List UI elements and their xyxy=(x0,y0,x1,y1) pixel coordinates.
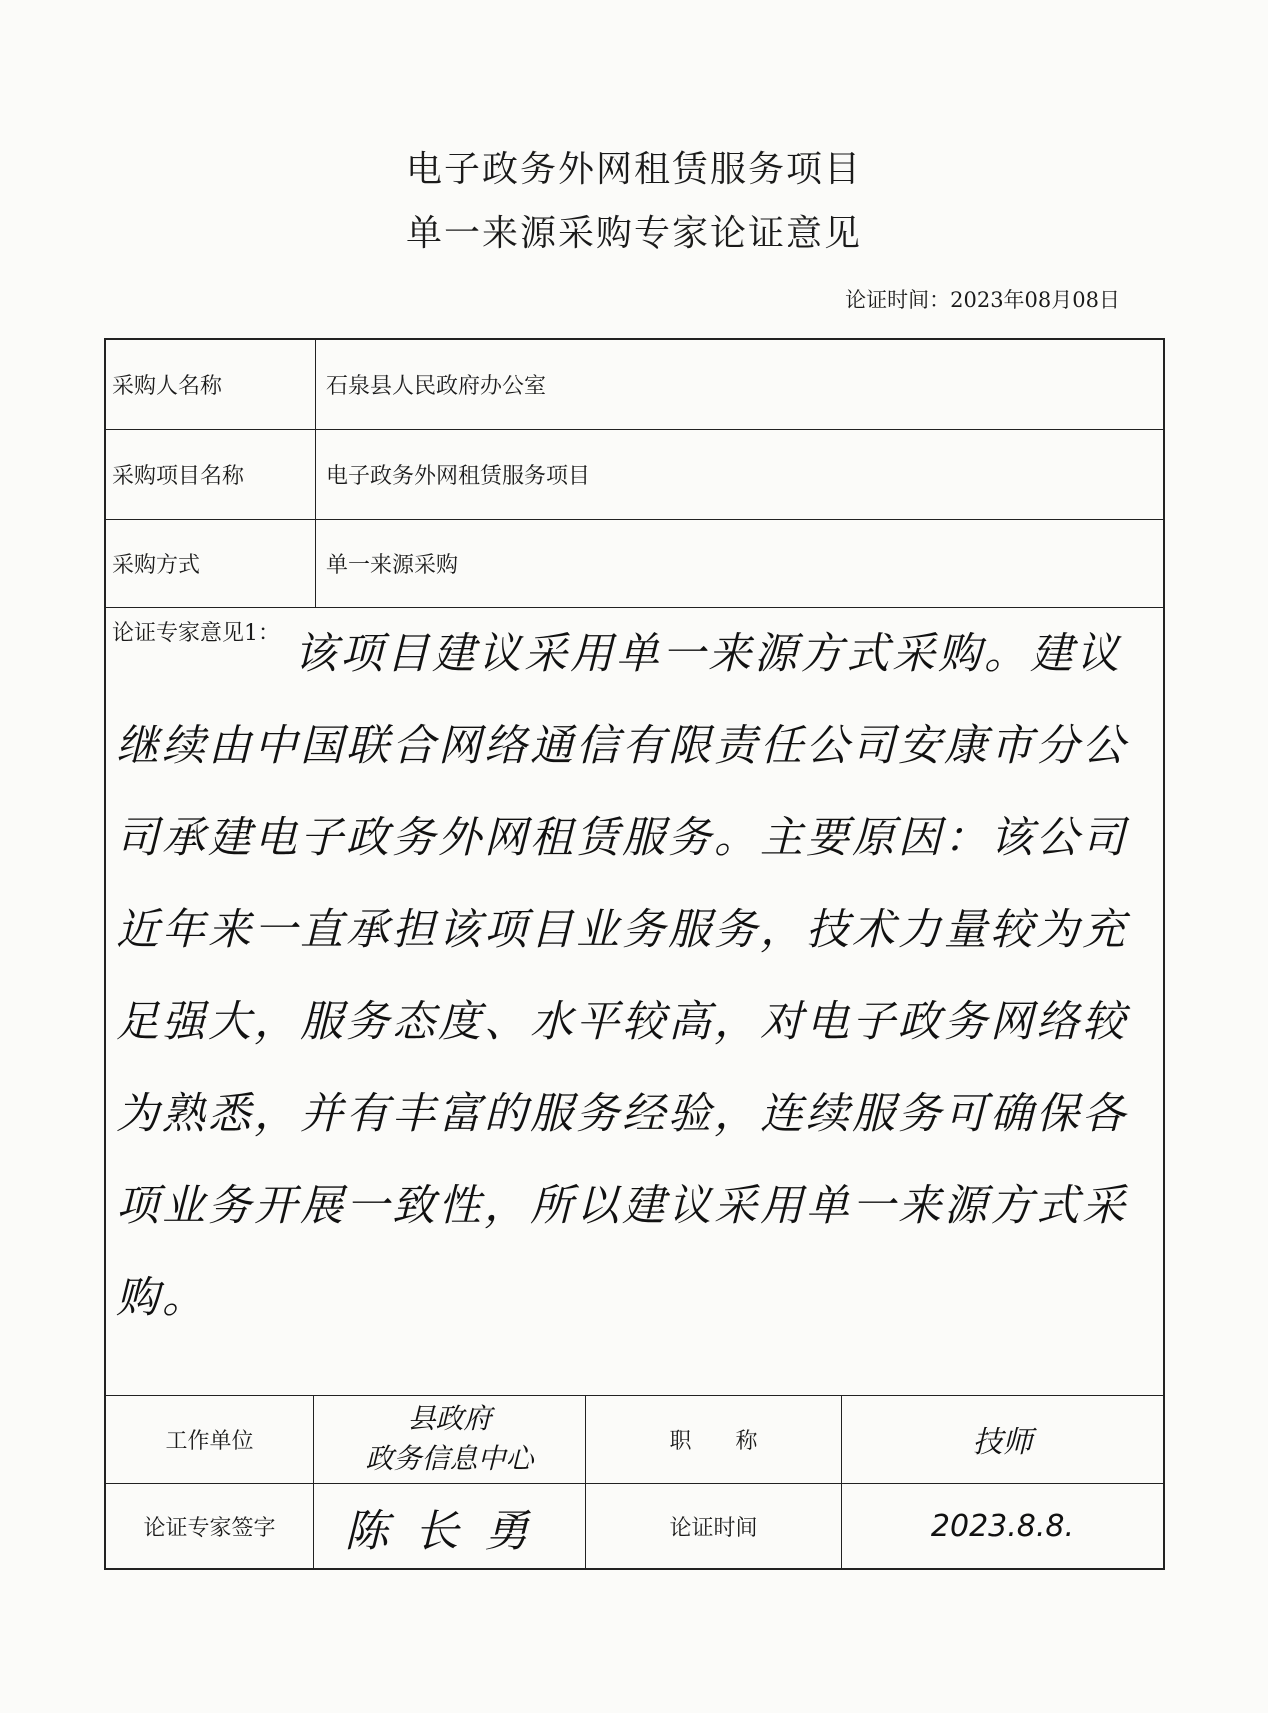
project-value: 电子政务外网租赁服务项目 xyxy=(326,464,591,489)
work-unit-line-2: 政务信息中心 xyxy=(365,1442,534,1475)
time-value xyxy=(842,1483,1163,1570)
argument-date: 论证时间：2023年08月08日 xyxy=(845,288,1120,312)
title-label: 职 称 xyxy=(586,1395,842,1483)
purchaser-value: 石泉县人民政府办公室 xyxy=(326,374,547,399)
opinion-form xyxy=(104,338,1165,1570)
expert-opinion-label: 论证专家意见1： xyxy=(112,621,280,646)
work-unit-value xyxy=(314,1395,586,1483)
time-label: 论证时间 xyxy=(586,1483,842,1570)
title-line-1: 电子政务外网租赁服务项目 xyxy=(405,149,862,190)
title-line-2: 单一来源采购专家论证意见 xyxy=(405,213,862,254)
time-value-text: 2023.8.8. xyxy=(930,1509,1075,1544)
document-title xyxy=(0,138,1268,266)
method-label: 采购方式 xyxy=(106,520,316,607)
signature-label: 论证专家签字 xyxy=(106,1483,314,1570)
expert-opinion-section xyxy=(106,608,1163,1396)
title-value-text: 技师 xyxy=(972,1425,1033,1460)
expert-opinion-text: 该项目建议采用单一来源方式采购。建议继续由中国联合网络通信有限责任公司安康市分公司承建电子政务外网租赁服务。主要原因：该公司近年来一直承担该项目业务服务，技术力量较为充足强大，服务态度、水平较高，对电子政务网络较为熟悉，并有丰富的服务经验，连续服务可确保各项业务开展一致性，所以建议采用单一来源方式采购。 xyxy=(116,629,1128,1323)
signature-value xyxy=(314,1483,586,1570)
row-project xyxy=(106,430,1163,520)
work-unit-label: 工作单位 xyxy=(106,1395,314,1483)
expert-signature: 陈长勇 xyxy=(344,1505,555,1557)
purchaser-label: 采购人名称 xyxy=(106,340,316,429)
row-purchaser xyxy=(106,340,1163,430)
project-label: 采购项目名称 xyxy=(106,430,316,519)
work-unit-line-1: 县政府 xyxy=(407,1402,492,1435)
row-method xyxy=(106,520,1163,608)
row-work-unit xyxy=(106,1395,1163,1484)
row-signature xyxy=(106,1483,1163,1570)
title-value xyxy=(842,1395,1163,1483)
method-value: 单一来源采购 xyxy=(326,553,459,578)
